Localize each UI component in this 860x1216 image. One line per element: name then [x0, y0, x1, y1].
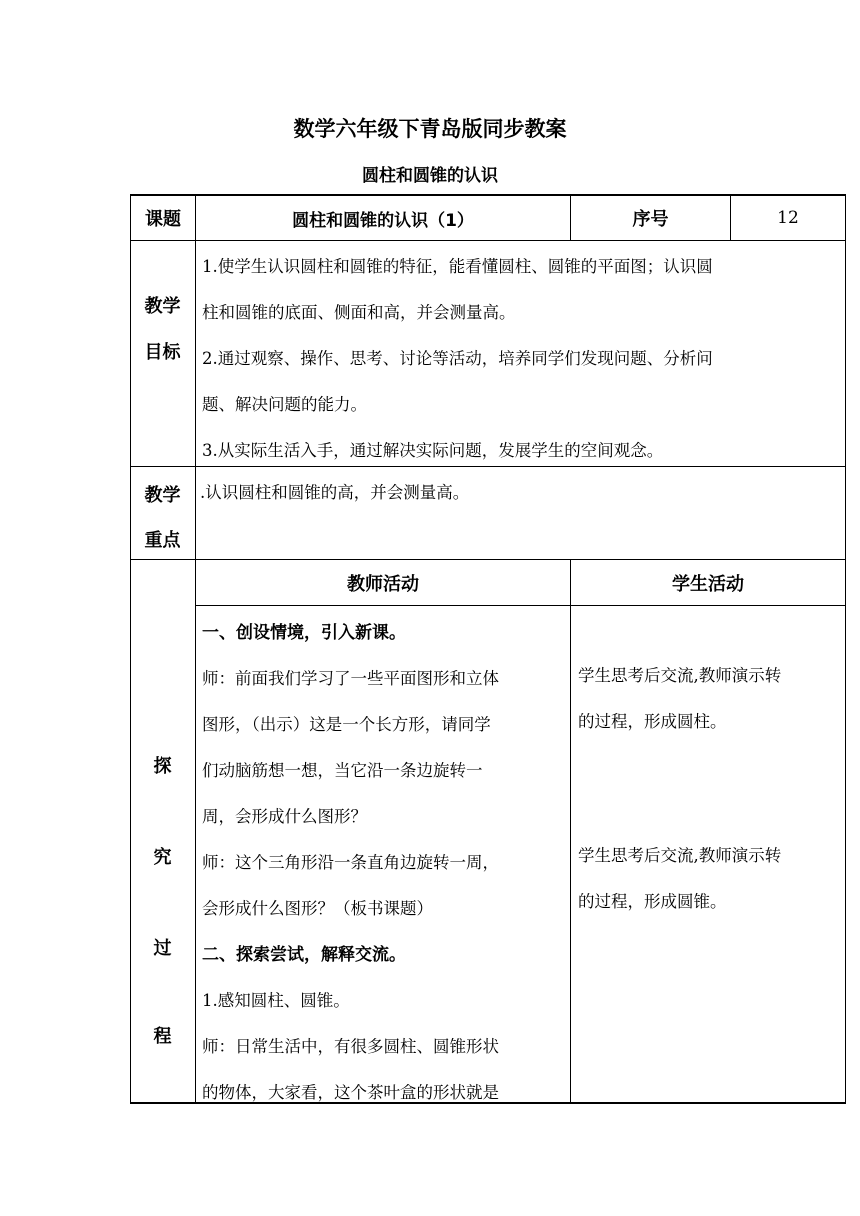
goals-label-line1: 教学: [144, 296, 181, 317]
table-rule: [195, 605, 846, 606]
student-activity-header: 学生活动: [672, 573, 744, 595]
key-points-text: .认识圆柱和圆锥的高，并会测量高。: [200, 483, 470, 502]
teacher-line: 图形，（出示）这是一个长方形，请同学: [202, 715, 491, 734]
document-title: 数学六年级下青岛版同步教案: [293, 117, 567, 141]
process-label-char: 程: [153, 1026, 172, 1047]
goals-label-line2: 目标: [144, 342, 181, 363]
topic-value: 圆柱和圆锥的认识（1）: [292, 210, 474, 231]
teacher-line: 1.感知圆柱、圆锥。: [202, 991, 350, 1010]
process-label-char: 过: [153, 938, 172, 959]
table-border-left: [130, 194, 131, 1104]
teacher-line: 师：前面我们学习了一些平面图形和立体: [202, 669, 499, 688]
section-heading: 二、探索尝试，解释交流。: [202, 945, 406, 965]
student-line: 的过程，形成圆锥。: [578, 892, 727, 911]
teacher-line: 们动脑筋想一想，当它沿一条边旋转一: [202, 761, 483, 780]
teacher-line: 的物体，大家看，这个茶叶盒的形状就是: [202, 1083, 499, 1102]
student-line: 的过程，形成圆柱。: [578, 712, 727, 731]
student-activity-block: [578, 833, 844, 925]
process-label-char: 究: [153, 847, 172, 868]
sequence-value: 12: [777, 208, 799, 228]
sequence-label: 序号: [632, 209, 669, 230]
teacher-line: 师：日常生活中，有很多圆柱、圆锥形状: [202, 1037, 499, 1056]
table-border-right: [845, 194, 846, 1104]
table-col-divider: [195, 194, 196, 1104]
student-line: 学生思考后交流,教师演示转: [578, 666, 782, 685]
document-subtitle: 圆柱和圆锥的认识: [362, 166, 498, 186]
goal-line: 柱和圆锥的底面、侧面和高，并会测量高。: [202, 303, 516, 322]
goal-line: 3.从实际生活入手，通过解决实际问题，发展学生的空间观念。: [202, 441, 664, 460]
goal-line: 2.通过观察、操作、思考、讨论等活动，培养同学们发现问题、分析问: [202, 349, 713, 368]
student-line: 学生思考后交流,教师演示转: [578, 846, 782, 865]
goal-line: 题、解决问题的能力。: [202, 395, 367, 414]
teacher-line: 师：这个三角形沿一条直角边旋转一周，: [202, 853, 499, 872]
process-label-char: 探: [153, 756, 172, 777]
section-heading: 一、创设情境，引入新课。: [202, 623, 406, 643]
goal-line: 1.使学生认识圆柱和圆锥的特征，能看懂圆柱、圆锥的平面图；认识圆: [202, 257, 713, 276]
key-points-label-line2: 重点: [144, 530, 181, 551]
topic-label: 课题: [145, 209, 181, 230]
table-rule: [130, 240, 846, 241]
teacher-activity-header: 教师活动: [347, 573, 419, 595]
goals-text: [202, 244, 842, 474]
table-col-divider: [570, 559, 571, 1104]
teacher-activity-content: [202, 610, 570, 1116]
teacher-line: 会形成什么图形？（板书课题）: [202, 899, 433, 918]
key-points-label-line1: 教学: [144, 485, 181, 506]
teacher-line: 周，会形成什么图形？: [202, 807, 367, 826]
student-activity-block: [578, 653, 844, 745]
